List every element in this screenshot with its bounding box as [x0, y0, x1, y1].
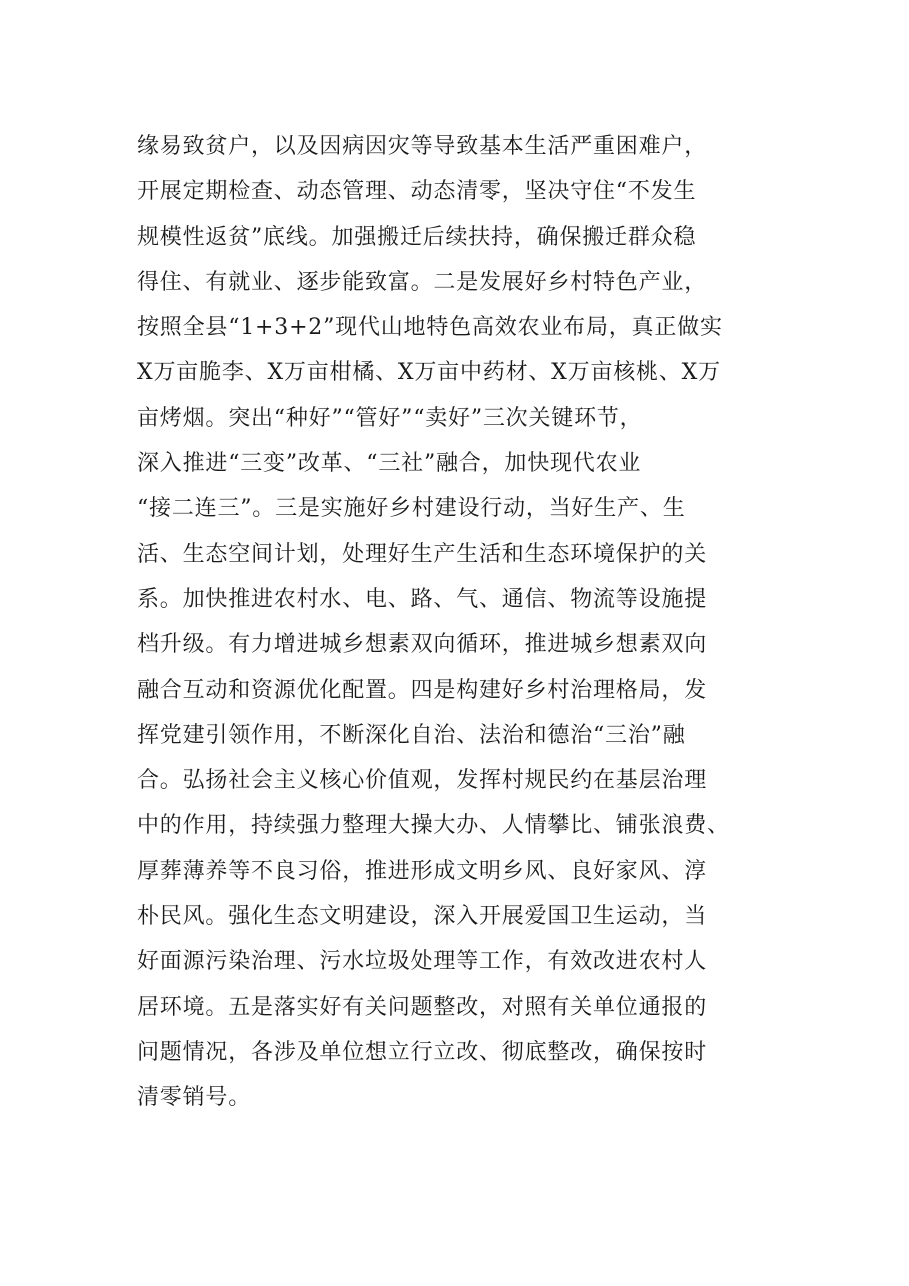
text-line-12: 档升级。有力增进城乡想素双向循环，推进城乡想素双向	[137, 632, 708, 658]
text-line-6: X万亩脆李、X万亩柑橘、X万亩中药材、X万亩核桃、X万	[137, 360, 721, 386]
text-line-14: 挥党建引领作用，不断深化自治、法治和德治“三治”融	[137, 722, 686, 748]
text-line-3: 规模性返贫”底线。加强搬迁后续扶持，确保搬迁群众稳	[137, 224, 697, 250]
text-line-10: 活、生态空间计划，处理好生产生活和生态环境保护的关	[137, 541, 708, 567]
text-line-17: 厚葬薄养等不良习俗，推进形成文明乡风、良好家风、淳	[137, 858, 708, 884]
text-line-16: 中的作用，持续强力整理大操大办、人情攀比、铺张浪费、	[137, 813, 730, 839]
text-line-18: 朴民风。强化生态文明建设，深入开展爱国卫生运动，当	[137, 904, 708, 930]
text-line-2: 开展定期检查、动态管理、动态清零，坚决守住“不发生	[137, 179, 697, 205]
text-line-19: 好面源污染治理、污水垃圾处理等工作，有效改进农村人	[137, 949, 708, 975]
text-line-5: 按照全县“1+3+2”现代山地特色高效农业布局，真正做实	[137, 315, 723, 341]
text-line-7: 亩烤烟。突出“种好”“管好”“卖好”三次关键环节，	[137, 405, 643, 431]
text-line-9: “接二连三”。三是实施好乡村建设行动，当好生产、生	[137, 496, 686, 522]
text-line-1: 缘易致贫户，以及因病因灾等导致基本生活严重困难户，	[137, 134, 708, 159]
text-line-13: 融合互动和资源优化配置。四是构建好乡村治理格局，发	[137, 677, 708, 703]
text-line-20: 居环境。五是落实好有关问题整改，对照有关单位通报的	[137, 994, 708, 1020]
text-line-8: 深入推进“三变”改革、“三社”融合，加快现代农业	[137, 451, 642, 477]
text-line-4: 得住、有就业、逐步能致富。二是发展好乡村特色产业，	[137, 269, 708, 295]
text-line-22: 清零销号。	[137, 1085, 252, 1111]
text-line-15: 合。弘扬社会主义核心价值观，发挥村规民约在基层治理	[137, 768, 708, 794]
body-paragraph	[137, 124, 787, 1121]
text-line-11: 系。加快推进农村水、电、路、气、通信、物流等设施提	[137, 586, 708, 612]
text-line-21: 问题情况，各涉及单位想立行立改、彻底整改，确保按时	[137, 1039, 708, 1065]
